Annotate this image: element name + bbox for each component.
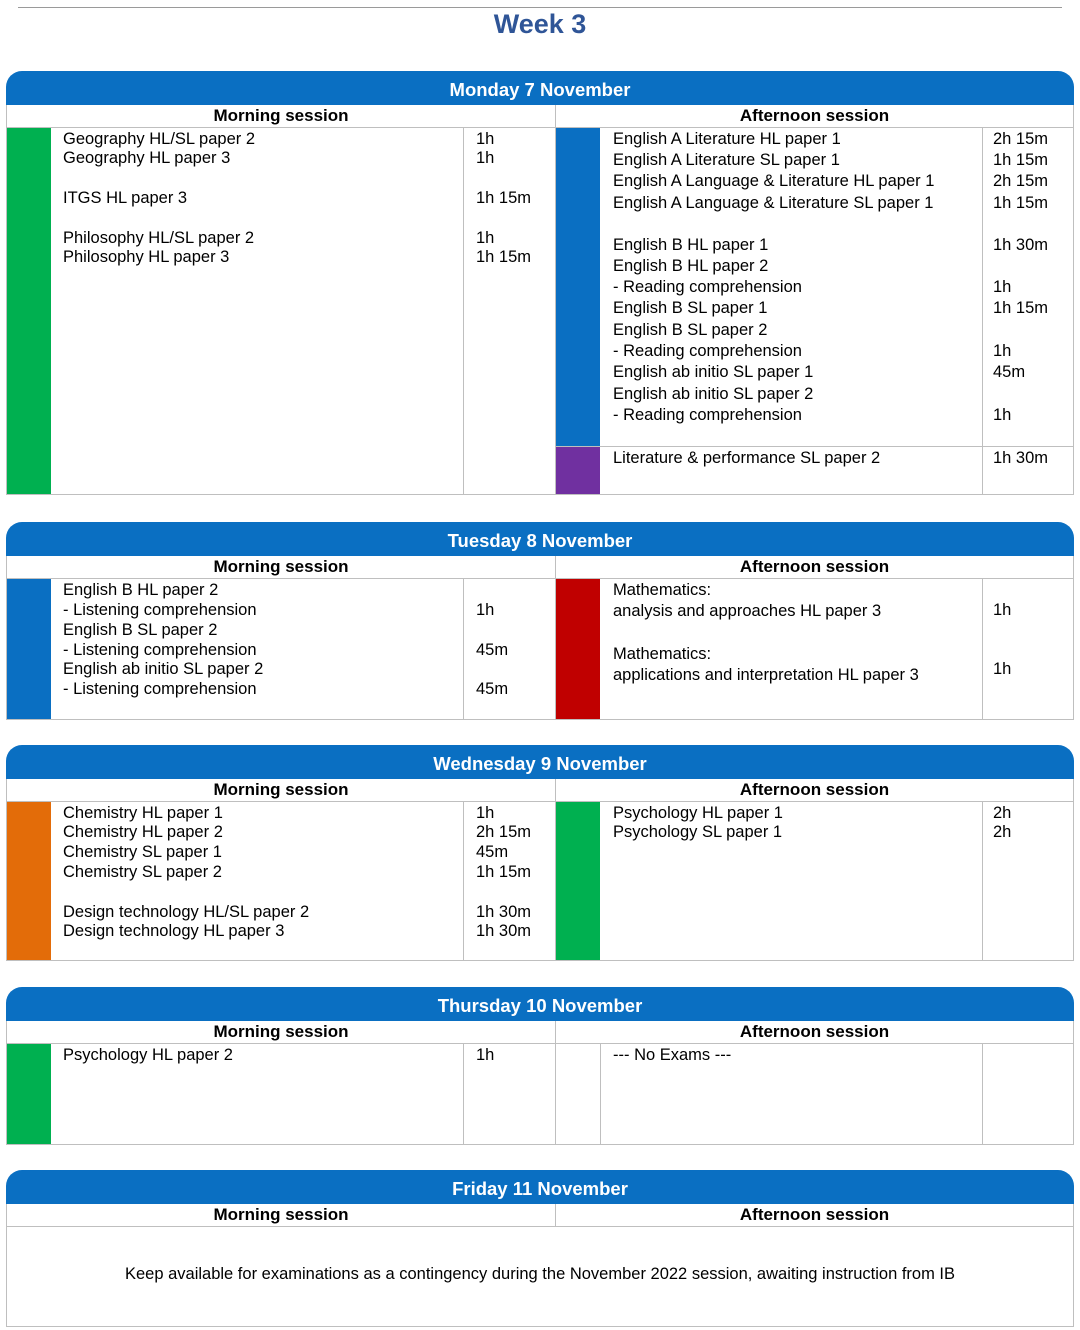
day-header: Wednesday 9 November: [6, 745, 1074, 779]
exam-subject: English B HL paper 2: [63, 581, 219, 599]
day-header: Tuesday 8 November: [6, 522, 1074, 556]
morning-session-header: Morning session: [7, 1204, 556, 1226]
subject-color-bar-red: [556, 579, 600, 719]
subject-color-bar-green: [7, 1044, 51, 1144]
day-body: [6, 1227, 1074, 1327]
exam-subject: English A Literature SL paper 1: [613, 151, 840, 169]
day-wednesday: [6, 745, 1074, 961]
exam-subject: - Reading comprehension: [613, 278, 802, 296]
session-row: [6, 105, 1074, 128]
exam-subject: Philosophy HL paper 3: [63, 248, 230, 266]
exam-subject: Literature & performance SL paper 2: [613, 449, 881, 467]
day-tuesday: [6, 522, 1074, 720]
exam-duration: 1h 30m: [993, 449, 1049, 467]
exam-duration: 2h: [993, 823, 1012, 841]
session-row: [6, 779, 1074, 802]
exam-duration: 1h: [476, 130, 495, 148]
exam-subject: Design technology HL/SL paper 2: [63, 903, 310, 921]
exam-subject: analysis and approaches HL paper 3: [613, 602, 882, 620]
exam-subject: English A Language & Literature SL paper 1: [613, 194, 934, 212]
contingency-note: Keep available for examinations as a contingency during the November 2022 session, awaiting instruction from IB: [124, 1265, 956, 1283]
subject-color-bar-green: [556, 802, 600, 960]
exam-duration: 45m: [476, 680, 509, 698]
exam-duration: 1h 30m: [476, 922, 532, 940]
subject-color-bar-purple: [556, 447, 600, 494]
exam-duration: 2h: [993, 804, 1012, 822]
exam-duration: 1h 15m: [993, 299, 1049, 317]
week-title: Week 3: [493, 9, 587, 39]
afternoon-session-header: Afternoon session: [739, 1022, 890, 1041]
subject-color-bar-blue: [556, 128, 600, 446]
exam-subject: - Reading comprehension: [613, 342, 802, 360]
day-thursday: [6, 987, 1074, 1145]
exam-subject: Chemistry SL paper 1: [63, 843, 222, 861]
day-monday: [6, 71, 1074, 495]
morning-session-header: Morning session: [7, 779, 556, 801]
exam-duration: 2h 15m: [993, 130, 1049, 148]
exam-duration: 45m: [476, 641, 509, 659]
exam-duration: 1h: [993, 342, 1012, 360]
day-header: Monday 7 November: [6, 71, 1074, 105]
exam-duration: 1h 30m: [476, 903, 532, 921]
exam-duration: 2h 15m: [476, 823, 532, 841]
exam-subject: English A Language & Literature HL paper 1: [613, 172, 935, 190]
exam-subject: Geography HL/SL paper 2: [63, 130, 256, 148]
morning-session-header: Morning session: [7, 556, 556, 578]
exam-duration: 1h 15m: [993, 194, 1049, 212]
exam-subject: English ab initio SL paper 2: [613, 385, 814, 403]
morning-session-header: Morning session: [7, 105, 556, 127]
exam-duration: 1h: [993, 406, 1012, 424]
exam-subject: English ab initio SL paper 1: [613, 363, 814, 381]
exam-subject: Chemistry HL paper 1: [63, 804, 223, 822]
exam-duration: 1h: [476, 149, 495, 167]
afternoon-session-header: Afternoon session: [739, 557, 890, 576]
exam-duration: 1h 15m: [993, 151, 1049, 169]
exam-duration: 1h: [476, 804, 495, 822]
exam-subject: English B HL paper 2: [613, 257, 769, 275]
exam-duration: 1h 15m: [476, 248, 532, 266]
exam-subject: Philosophy HL/SL paper 2: [63, 229, 255, 247]
exam-duration: 1h 15m: [476, 189, 532, 207]
no-exams-label: --- No Exams ---: [613, 1046, 732, 1064]
exam-duration: 1h: [476, 601, 495, 619]
subject-color-bar-orange: [7, 802, 51, 960]
afternoon-session-header: Afternoon session: [739, 780, 890, 799]
exam-subject: English B SL paper 2: [613, 321, 768, 339]
exam-duration: 1h 15m: [476, 863, 532, 881]
subject-color-bar-green: [7, 128, 51, 494]
exam-subject: Chemistry SL paper 2: [63, 863, 222, 881]
day-header: Friday 11 November: [6, 1170, 1074, 1204]
exam-subject: Chemistry HL paper 2: [63, 823, 223, 841]
exam-subject: - Listening comprehension: [63, 680, 257, 698]
exam-subject: Mathematics:: [613, 645, 712, 663]
day-header: Thursday 10 November: [6, 987, 1074, 1021]
exam-subject: English B HL paper 1: [613, 236, 769, 254]
day-body: [6, 1044, 1074, 1145]
exam-duration: 45m: [993, 363, 1026, 381]
exam-duration: 1h 30m: [993, 236, 1049, 254]
exam-duration: 2h 15m: [993, 172, 1049, 190]
session-row: [6, 556, 1074, 579]
session-row: [6, 1204, 1074, 1227]
exam-duration: 45m: [476, 843, 509, 861]
exam-subject: - Reading comprehension: [613, 406, 802, 424]
exam-subject: Psychology HL paper 1: [613, 804, 783, 822]
day-body: [6, 802, 1074, 961]
exam-duration: 1h: [476, 1046, 495, 1064]
exam-duration: 1h: [476, 229, 495, 247]
day-friday: [6, 1170, 1074, 1327]
exam-subject: English B SL paper 1: [613, 299, 768, 317]
exam-subject: Mathematics:: [613, 581, 712, 599]
day-body: [6, 128, 1074, 495]
afternoon-session-header: Afternoon session: [739, 1205, 890, 1224]
exam-subject: - Listening comprehension: [63, 601, 257, 619]
exam-subject: ITGS HL paper 3: [63, 189, 188, 207]
day-body: [6, 579, 1074, 720]
exam-subject: English B SL paper 2: [63, 621, 218, 639]
exam-subject: - Listening comprehension: [63, 641, 257, 659]
session-row: [6, 1021, 1074, 1044]
exam-duration: 1h: [993, 601, 1012, 619]
subject-color-bar-blue: [7, 579, 51, 719]
exam-duration: 1h: [993, 660, 1012, 678]
afternoon-session-header: Afternoon session: [739, 106, 890, 125]
morning-session-header: Morning session: [7, 1021, 556, 1043]
exam-subject: English A Literature HL paper 1: [613, 130, 841, 148]
top-rule: [18, 7, 1062, 8]
exam-subject: applications and interpretation HL paper 3: [613, 666, 919, 684]
exam-subject: Psychology HL paper 2: [63, 1046, 233, 1064]
exam-subject: English ab initio SL paper 2: [63, 660, 264, 678]
exam-subject: Design technology HL paper 3: [63, 922, 285, 940]
exam-subject: Geography HL paper 3: [63, 149, 231, 167]
exam-subject: Psychology SL paper 1: [613, 823, 783, 841]
exam-duration: 1h: [993, 278, 1012, 296]
